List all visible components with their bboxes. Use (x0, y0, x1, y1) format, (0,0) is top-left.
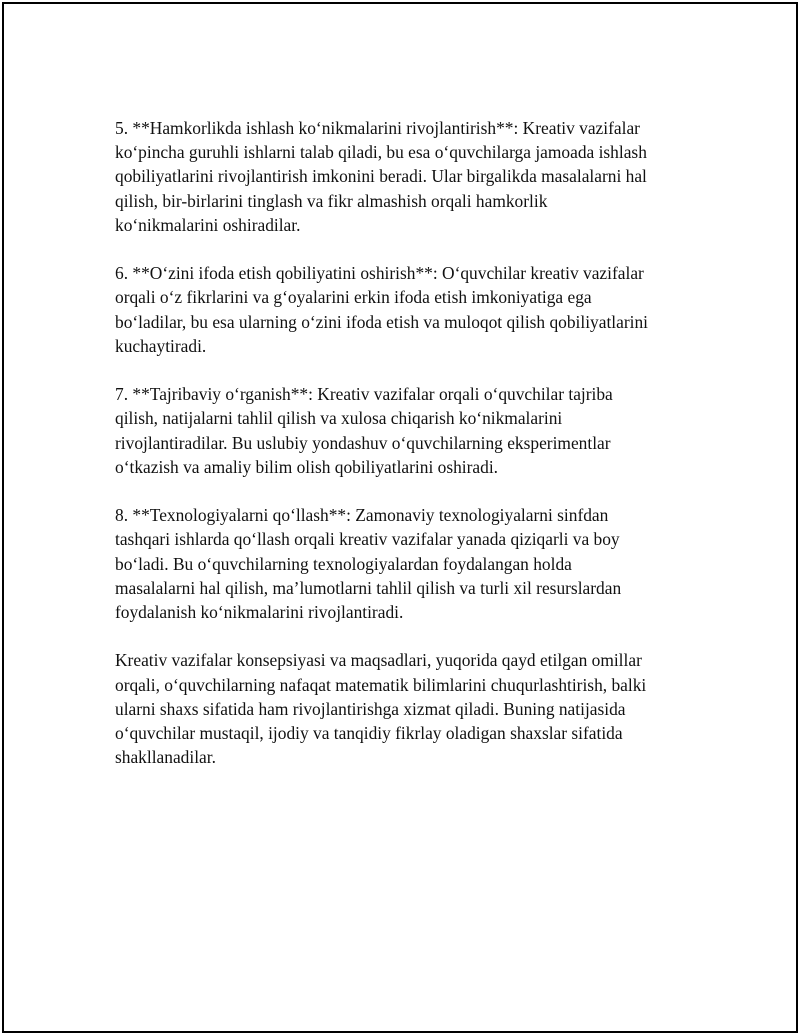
text-line: ularni shaxs sifatida ham rivojlantirishga xizmat qiladi. Buning natijasida (115, 698, 626, 719)
text-line: kuchaytiradi. (115, 335, 207, 356)
text-line: 8. **Texnologiyalarni qo‘llash**: Zamonaviy texnologiyalarni sinfdan (115, 505, 609, 526)
text-line: foydalanish ko‘nikmalarini rivojlantiradi. (115, 602, 404, 623)
text-line: bo‘ladilar, bu esa ularning o‘zini ifoda etish va muloqot qilish qobiliyatlarini (115, 311, 648, 332)
text-line: qilish, bir-birlarini tinglash va fikr almashish orqali hamkorlik (115, 190, 548, 211)
text-line: o‘tkazish va amaliy bilim olish qobiliyatlarini oshiradi. (115, 456, 499, 477)
text-line: bo‘ladi. Bu o‘quvchilarning texnologiyalardan foydalangan holda (115, 553, 572, 574)
paragraph-item-8 (115, 503, 695, 624)
text-line: 5. **Hamkorlikda ishlash ko‘nikmalarini rivojlantirish**: Kreativ vazifalar (115, 118, 640, 138)
paragraph-item-6 (115, 261, 695, 358)
paragraph-item-5 (115, 116, 695, 237)
text-line: masalalarni hal qilish, ma’lumotlarni tahlil qilish va turli xil resurslardan (115, 577, 622, 598)
document-body (115, 116, 695, 794)
text-line: orqali o‘z fikrlarini va g‘oyalarini erkin ifoda etish imkoniyatiga ega (115, 287, 592, 308)
text-line: qobiliyatlarini rivojlantirish imkonini beradi. Ular birgalikda masalalarni hal (115, 166, 647, 187)
text-line: orqali, o‘quvchilarning nafaqat matematik bilimlarini chuqurlashtirish, balki (115, 674, 647, 695)
text-line: rivojlantiradilar. Bu uslubiy yondashuv o‘quvchilarning eksperimentlar (115, 432, 611, 453)
text-line: 7. **Tajribaviy o‘rganish**: Kreativ vazifalar orqali o‘quvchilar tajriba (115, 384, 613, 405)
paragraph-conclusion (115, 648, 695, 769)
text-line: 6. **O‘zini ifoda etish qobiliyatini oshirish**: O‘quvchilar kreativ vazifalar (115, 263, 644, 284)
text-line: qilish, natijalarni tahlil qilish va xulosa chiqarish ko‘nikmalarini (115, 408, 563, 429)
text-line: Kreativ vazifalar konsepsiyasi va maqsadlari, yuqorida qayd etilgan omillar (115, 650, 642, 671)
text-line: tashqari ishlarda qo‘llash orqali kreativ vazifalar yanada qiziqarli va boy (115, 529, 620, 550)
text-line: o‘quvchilar mustaqil, ijodiy va tanqidiy fikrlay oladigan shaxslar sifatida (115, 723, 623, 744)
text-line: ko‘pincha guruhli ishlarni talab qiladi, bu esa o‘quvchilarga jamoada ishlash (115, 142, 647, 163)
text-line: ko‘nikmalarini oshiradilar. (115, 214, 301, 235)
text-line: shakllanadilar. (115, 747, 216, 768)
paragraph-item-7 (115, 382, 695, 479)
